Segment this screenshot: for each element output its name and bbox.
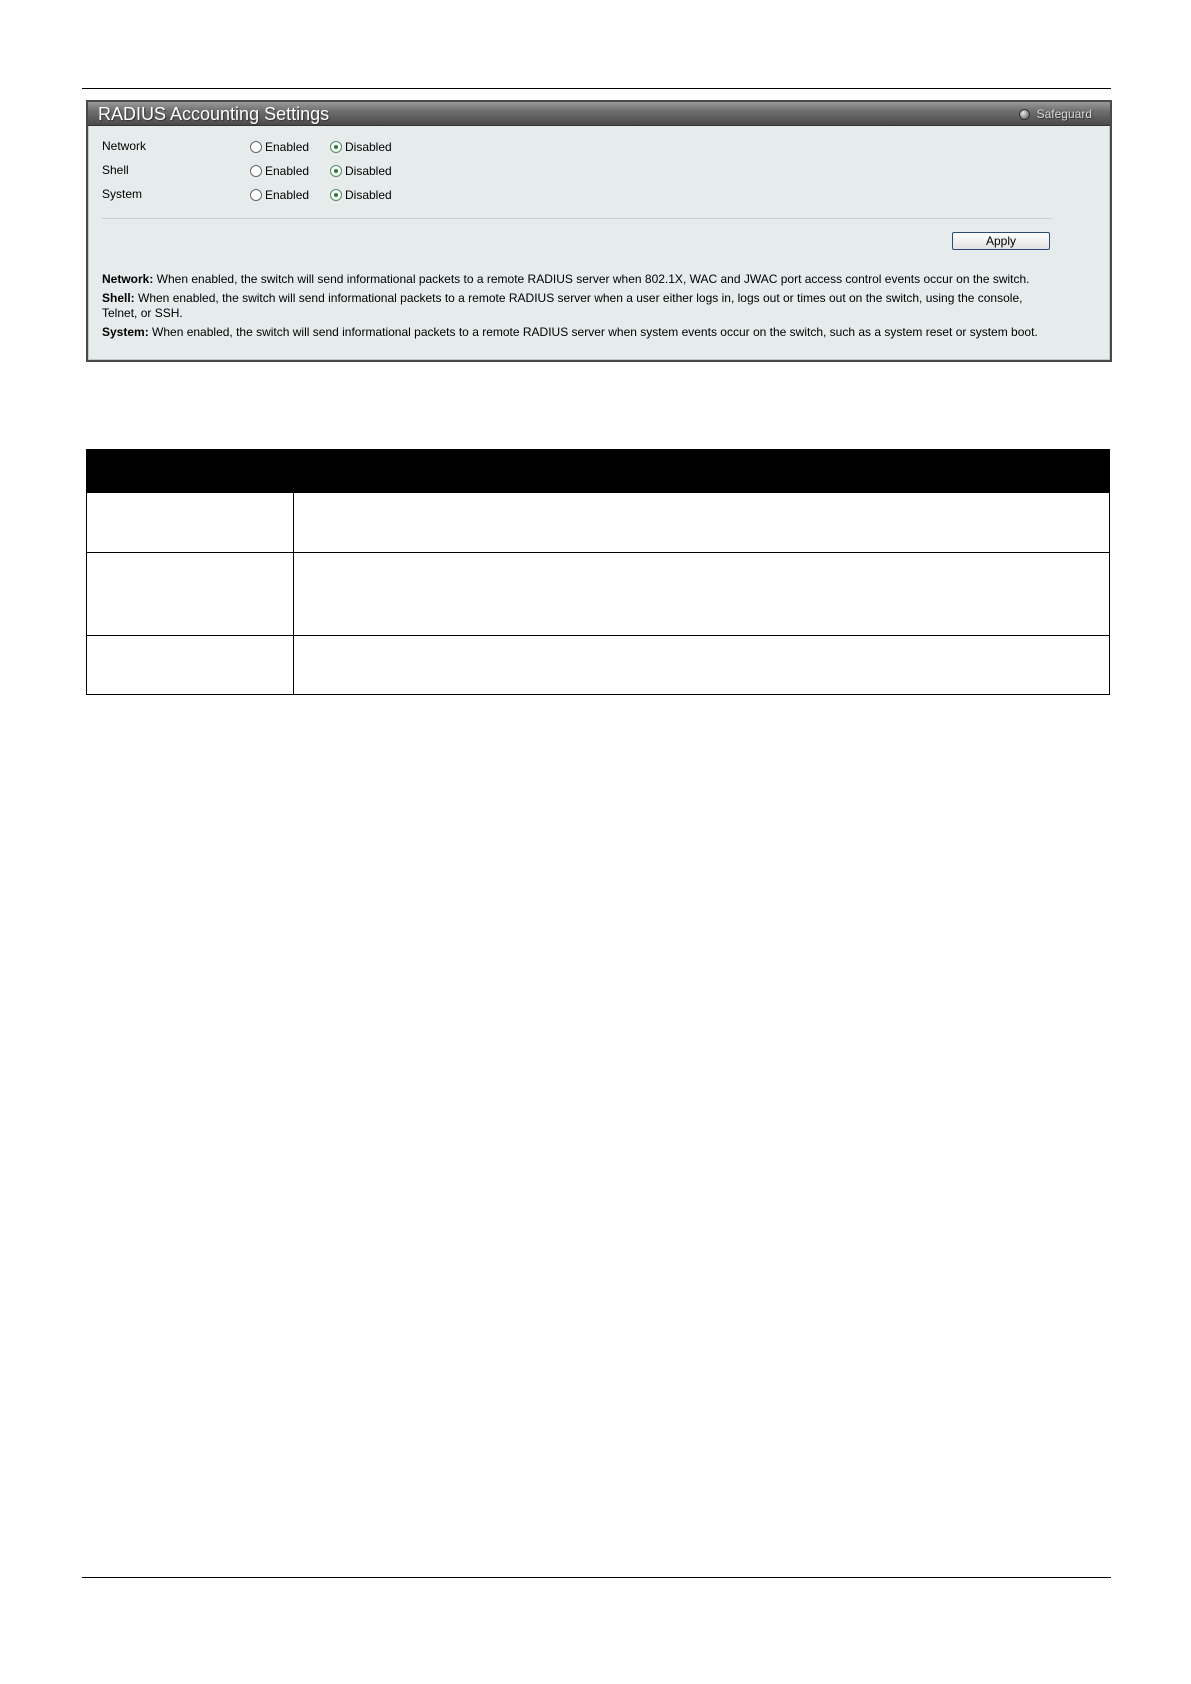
- setting-label-system: System: [102, 187, 143, 201]
- apply-button[interactable]: Apply: [952, 232, 1050, 250]
- system-disabled-radio[interactable]: [330, 189, 342, 201]
- system-enabled-option[interactable]: [250, 188, 309, 202]
- description-term-shell: Shell:: [102, 291, 135, 305]
- description-term-system: System:: [102, 325, 149, 339]
- safeguard-label: Safeguard: [1036, 107, 1092, 121]
- shell-enabled-label: Enabled: [265, 164, 310, 178]
- parameter-table: [86, 449, 1110, 695]
- system-disabled-label: Disabled: [345, 188, 392, 202]
- setting-row-network: [102, 138, 502, 158]
- shell-enabled-radio[interactable]: [250, 165, 262, 177]
- table-row: [87, 636, 1110, 695]
- safeguard-indicator: [1019, 106, 1092, 122]
- system-disabled-option[interactable]: [330, 188, 392, 202]
- radius-accounting-panel: [86, 100, 1112, 362]
- description-term-network: Network:: [102, 272, 154, 286]
- shell-disabled-radio[interactable]: [330, 165, 342, 177]
- description-shell: [102, 291, 1052, 321]
- bottom-rule: [82, 1577, 1111, 1578]
- table-row: [87, 493, 1110, 553]
- setting-label-shell: Shell: [102, 163, 129, 177]
- settings-divider: [102, 218, 1052, 219]
- description-text-network: When enabled, the switch will send informational packets to a remote RADIUS server when 802.1X, WAC and JWAC port access control events occur on the switch.: [153, 272, 1030, 286]
- panel-header: [88, 102, 1110, 126]
- description-text-shell: When enabled, the switch will send informational packets to a remote RADIUS server when a user either logs in, logs out or times out on the switch, using the console, Telnet, or SSH.: [102, 291, 1023, 320]
- network-disabled-label: Disabled: [345, 140, 392, 154]
- panel-title: RADIUS Accounting Settings: [98, 104, 330, 124]
- table-cell: [294, 493, 1110, 553]
- top-rule: [82, 88, 1111, 89]
- shell-enabled-option[interactable]: [250, 164, 309, 178]
- shell-disabled-label: Disabled: [345, 164, 392, 178]
- table-cell: [294, 553, 1110, 636]
- network-enabled-label: Enabled: [265, 140, 310, 154]
- network-enabled-radio[interactable]: [250, 141, 262, 153]
- table-row: [87, 553, 1110, 636]
- system-enabled-radio[interactable]: [250, 189, 262, 201]
- table-header-cell-parameter: [87, 450, 294, 493]
- table-cell: [87, 553, 294, 636]
- table-cell: [87, 636, 294, 695]
- description-text-system: When enabled, the switch will send informational packets to a remote RADIUS server when system events occur on the switch, such as a system reset or system boot.: [148, 325, 1038, 339]
- setting-label-network: Network: [102, 139, 147, 153]
- table-header-row: [87, 450, 1110, 493]
- network-disabled-radio[interactable]: [330, 141, 342, 153]
- table-header-cell-description: [294, 450, 1110, 493]
- network-enabled-option[interactable]: [250, 140, 309, 154]
- safeguard-icon: [1019, 109, 1030, 120]
- network-disabled-option[interactable]: [330, 140, 392, 154]
- setting-row-system: [102, 186, 502, 206]
- system-enabled-label: Enabled: [265, 188, 310, 202]
- shell-disabled-option[interactable]: [330, 164, 392, 178]
- description-system: [102, 325, 1052, 340]
- table-cell: [294, 636, 1110, 695]
- table-cell: [87, 493, 294, 553]
- description-network: [102, 272, 1052, 287]
- setting-row-shell: [102, 162, 502, 182]
